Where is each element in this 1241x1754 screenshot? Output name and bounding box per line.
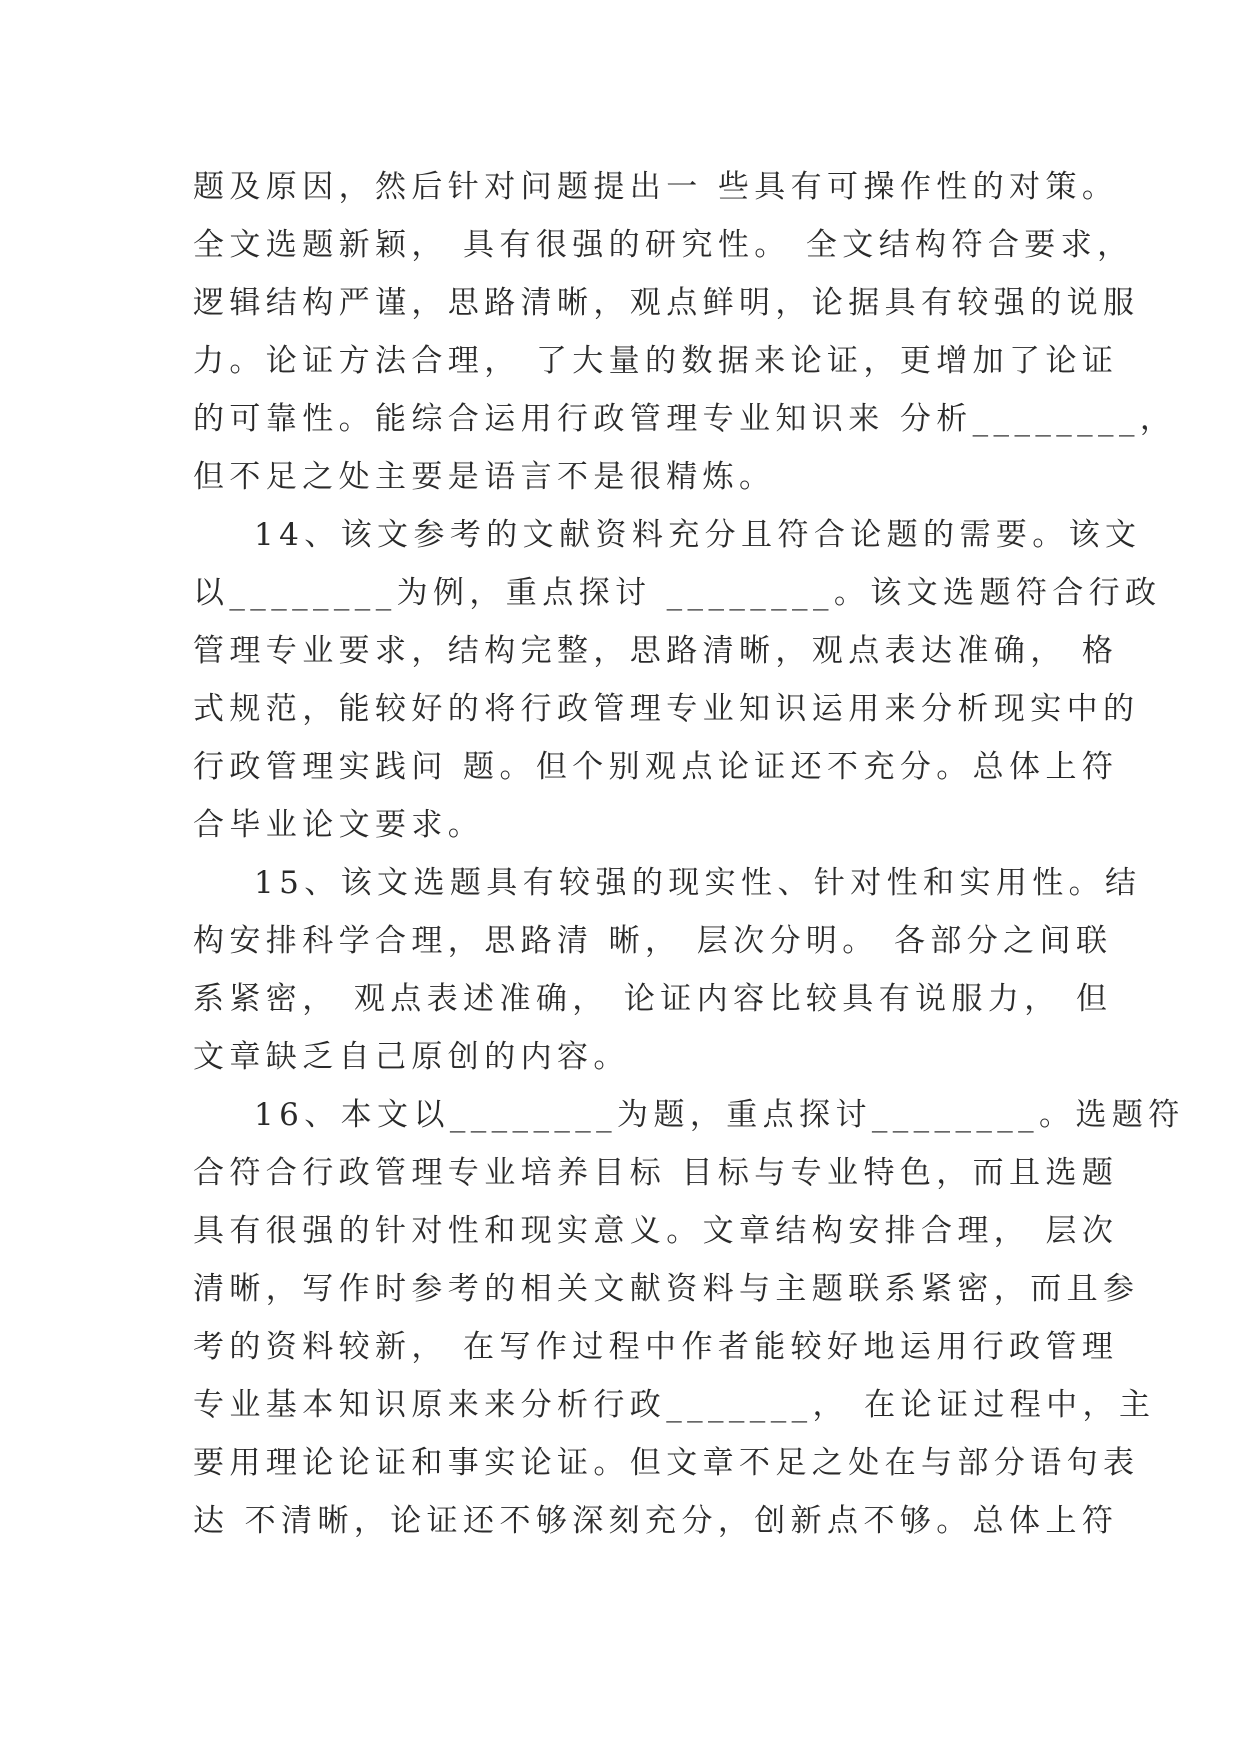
text-line-24: 达 不清晰，论证还不够深刻充分，创新点不够。总体上符 — [193, 1503, 1119, 1539]
text-line-7: 14、该文参考的文献资料充分且符合论题的需要。该文 — [193, 517, 1142, 553]
text-line-22: 专业基本知识原来来分析行政_______， 在论证过程中，主 — [193, 1387, 1156, 1423]
text-line-4: 力。论证方法合理， 了大量的数据来论证，更增加了论证 — [193, 343, 1119, 379]
text-line-23: 要用理论论证和事实论证。但文章不足之处在与部分语句表 — [193, 1445, 1140, 1481]
text-line-20: 清晰，写作时参考的相关文献资料与主题联系紧密，而且参 — [193, 1271, 1140, 1307]
text-line-6: 但不足之处主要是语言不是很精炼。 — [193, 459, 776, 495]
text-line-18: 合符合行政管理专业培养目标 目标与专业特色，而且选题 — [193, 1155, 1119, 1191]
text-line-12: 合毕业论文要求。 — [193, 807, 485, 843]
text-line-1: 题及原因，然后针对问题提出一 些具有可操作性的对策。 — [193, 169, 1119, 205]
text-line-13: 15、该文选题具有较强的现实性、针对性和实用性。结 — [193, 865, 1142, 901]
text-line-19: 具有很强的针对性和现实意义。文章结构安排合理， 层次 — [193, 1213, 1119, 1249]
text-line-8: 以________为例，重点探讨 ________。该文选题符合行政 — [193, 575, 1162, 611]
text-line-21: 考的资料较新， 在写作过程中作者能较好地运用行政管理 — [193, 1329, 1119, 1365]
text-line-5: 的可靠性。能综合运用行政管理专业知识来 分析________， — [193, 401, 1177, 437]
text-line-11: 行政管理实践问 题。但个别观点论证还不充分。总体上符 — [193, 749, 1119, 785]
text-line-15: 系紧密， 观点表述准确， 论证内容比较具有说服力， 但 — [193, 981, 1113, 1017]
text-line-16: 文章缺乏自己原创的内容。 — [193, 1039, 630, 1075]
text-line-10: 式规范，能较好的将行政管理专业知识运用来分析现实中的 — [193, 691, 1140, 727]
text-line-14: 构安排科学合理，思路清 晰， 层次分明。 各部分之间联 — [193, 923, 1113, 959]
text-line-3: 逻辑结构严谨，思路清晰，观点鲜明，论据具有较强的说服 — [193, 285, 1140, 321]
text-line-17: 16、本文以________为题，重点探讨________。选题符 — [193, 1097, 1185, 1133]
text-line-9: 管理专业要求，结构完整，思路清晰，观点表达准确， 格 — [193, 633, 1119, 669]
text-line-2: 全文选题新颖， 具有很强的研究性。 全文结构符合要求， — [193, 227, 1134, 263]
